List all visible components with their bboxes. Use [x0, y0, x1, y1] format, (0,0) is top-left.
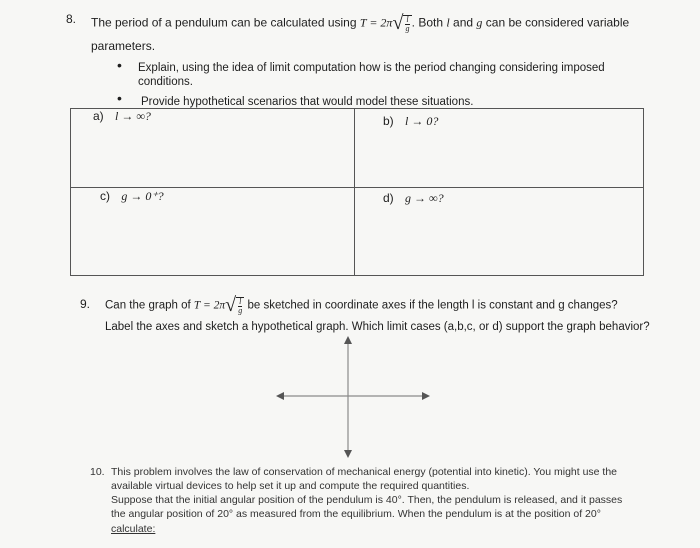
table-top-border [70, 108, 644, 109]
question-10-line1: This problem involves the law of conservation of mechanical energy (potential into kinetic). You might use the [111, 466, 618, 478]
up-arrow-icon [344, 336, 352, 344]
question-9-tail: be sketched in coordinate axes if the length l is constant and g changes? [247, 299, 618, 312]
cell-c [100, 189, 164, 204]
bullet-1-text: Explain, using the idea of limit computation how is the period changing considering imposed [138, 62, 605, 74]
question-10-line3: Suppose that the initial angular position of the pendulum is 40°. Then, the pendulum is released, and it passes [111, 494, 623, 506]
and-text: and [453, 15, 474, 30]
cell-c-label: c) [100, 189, 110, 203]
coordinate-axes [272, 334, 432, 460]
cell-b [383, 114, 438, 129]
fraction-denominator: g [405, 23, 410, 33]
question-10-line5: calculate: [111, 523, 156, 535]
l-over-g-fraction [405, 16, 409, 33]
left-arrow-icon [276, 392, 284, 400]
table-bottom-border [70, 275, 644, 276]
sqrt-body [236, 297, 244, 315]
table-middle-border [70, 187, 644, 188]
cell-d [383, 191, 444, 206]
question-8-tail: can be considered variable [485, 15, 630, 30]
question-10-line4: the angular position of 20° as measured from the equilibrium. When the pendulum is at the position of 20° [111, 508, 601, 520]
question-9-line1 [105, 294, 618, 317]
variable-l: l [446, 15, 450, 30]
cell-c-expr: g → 0⁺? [121, 189, 164, 203]
fraction-numerator: l [406, 14, 409, 24]
bullet-icon: • [117, 57, 122, 73]
question-8-lead: The period of a pendulum can be calculated using [91, 15, 357, 30]
table-left-border [70, 108, 71, 276]
question-8-line1 [91, 12, 629, 35]
sqrt-symbol: √ [225, 294, 237, 316]
after-formula: . Both [411, 15, 444, 30]
cell-b-label: b) [383, 114, 394, 128]
bullet-1-cont: conditions. [138, 76, 193, 88]
question-9-number: 9. [80, 297, 91, 311]
cell-a-label: a) [93, 109, 104, 123]
table-right-border [643, 108, 644, 276]
question-8-number: 8. [66, 12, 77, 26]
period-formula-lhs: T = 2π [193, 299, 226, 312]
variable-g: g [476, 15, 483, 30]
bullet-2-text: Provide hypothetical scenarios that would model these situations. [141, 96, 474, 108]
bullet-icon: • [117, 90, 122, 106]
question-9-lead: Can the graph of [105, 299, 191, 312]
cell-d-expr: g → ∞? [405, 191, 444, 205]
fraction-denominator: g [238, 305, 243, 315]
sqrt-symbol: √ [392, 12, 404, 34]
cell-a [93, 109, 151, 124]
table-center-border [354, 108, 355, 276]
sqrt-body [403, 15, 411, 33]
period-formula-lhs: T = 2π [359, 15, 393, 30]
question-10-line2: available virtual devices to help set it up and compute the required quantities. [111, 480, 470, 492]
cell-b-expr: l → 0? [405, 114, 439, 128]
question-8-line2: parameters. [91, 39, 156, 53]
cell-a-expr: l → ∞? [115, 109, 151, 123]
fraction-numerator: l [239, 296, 242, 306]
cell-d-label: d) [383, 191, 394, 205]
question-9-line2: Label the axes and sketch a hypothetical graph. Which limit cases (a,b,c, or d) support the graph behavior? [105, 321, 650, 333]
l-over-g-fraction [238, 298, 242, 315]
question-10-number: 10. [90, 466, 105, 478]
down-arrow-icon [344, 450, 352, 458]
right-arrow-icon [422, 392, 430, 400]
